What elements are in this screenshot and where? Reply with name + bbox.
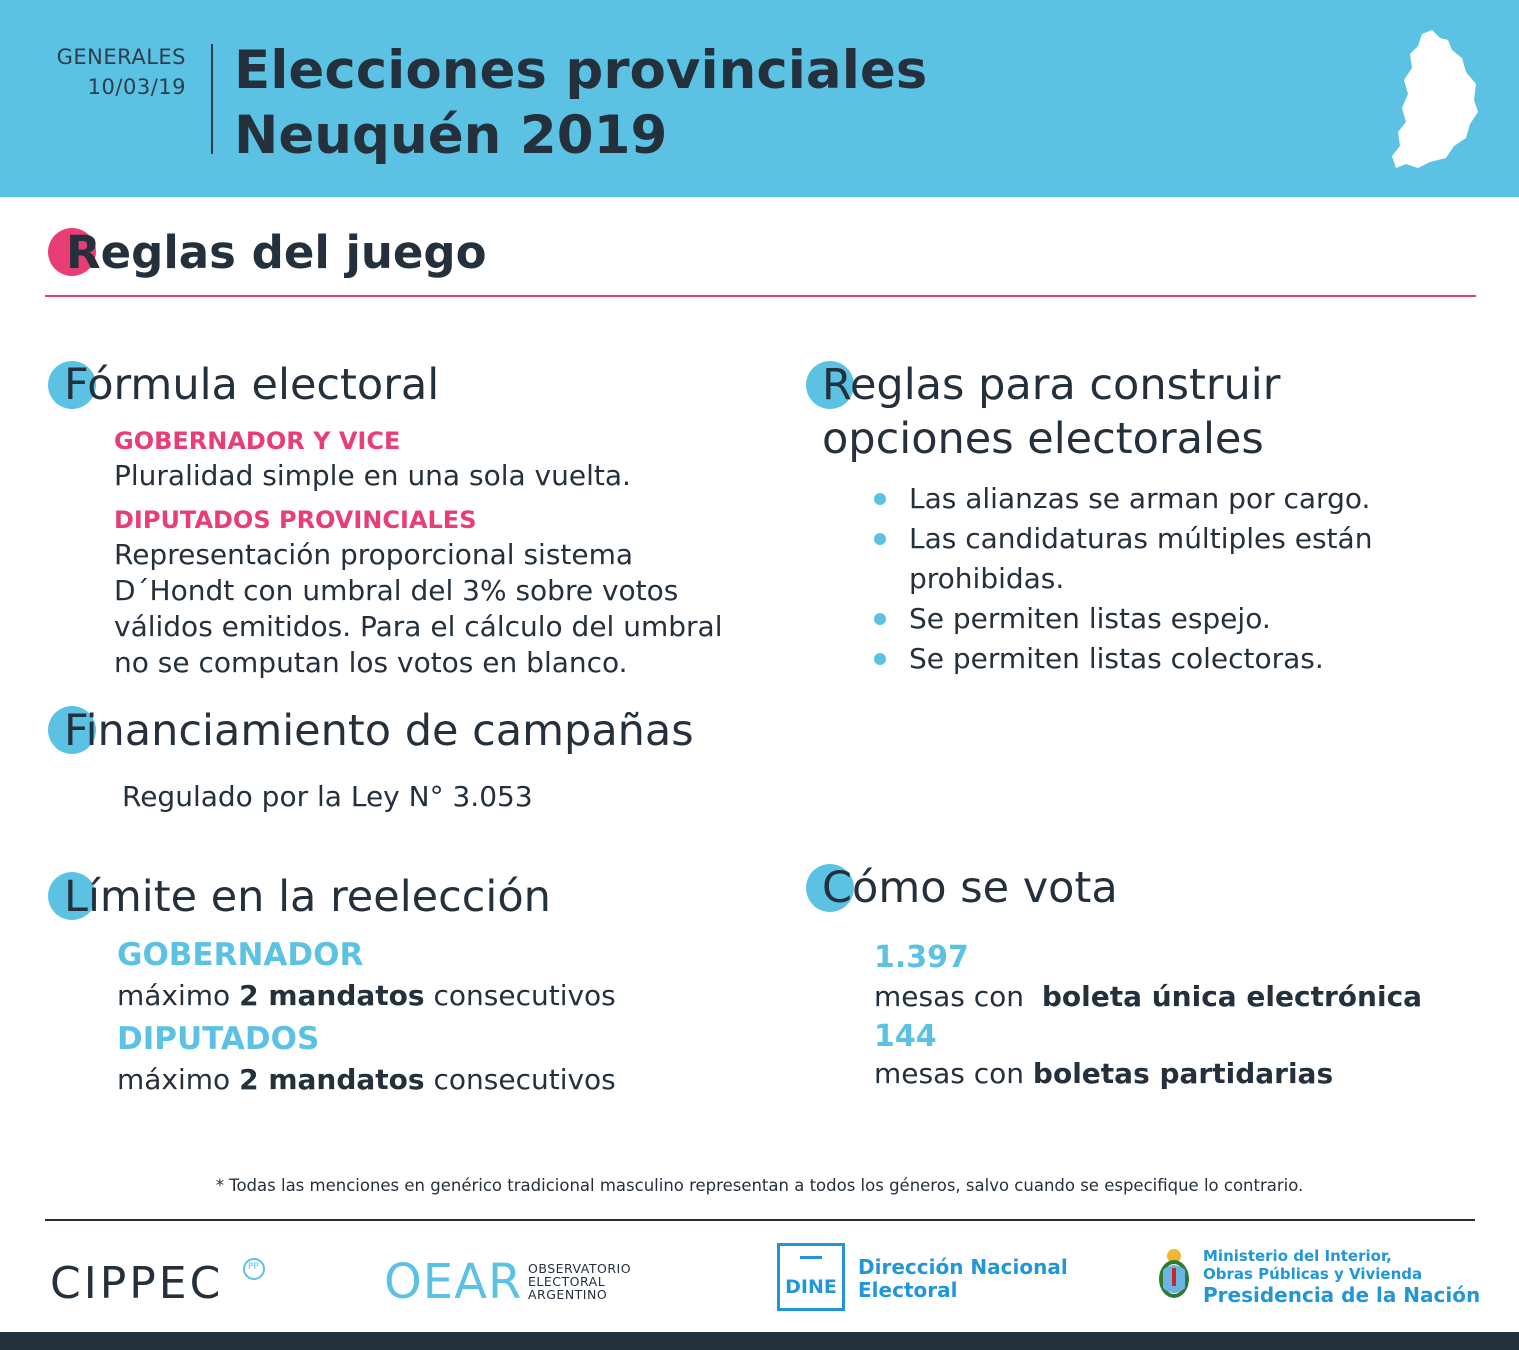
cippec-logo: CIPPEC (50, 1258, 224, 1309)
title-line-2: Neuquén 2019 (234, 105, 668, 166)
bullet-dot (874, 613, 886, 625)
ministry-name (1203, 1247, 1480, 1307)
voting-line-2 (874, 1056, 1333, 1092)
dine-name-line-1: Dirección Nacional (858, 1255, 1068, 1279)
reelection-gov-text (117, 978, 616, 1014)
voting-count-1: 1.397 (874, 940, 969, 975)
reelection-dip-label: DIPUTADOS (117, 1021, 320, 1057)
formula-gov-label: GOBERNADOR Y VICE (114, 427, 401, 455)
rules-list-item (873, 599, 1433, 639)
rules-list-item (873, 519, 1433, 599)
formula-dip-text (114, 537, 774, 681)
dine-name-line-2: Electoral (858, 1278, 958, 1302)
oear-sub-line-1: OBSERVATORIO (528, 1261, 632, 1276)
election-meta (57, 42, 186, 102)
voting-prefix-1: mesas con (874, 980, 1025, 1013)
oear-logo: OEAR (384, 1254, 523, 1310)
oear-sub-line-3: ARGENTINO (528, 1287, 608, 1302)
ministry-line-2: Obras Públicas y Vivienda (1203, 1265, 1423, 1283)
voting-prefix-2: mesas con (874, 1057, 1025, 1090)
rules-list-item (873, 639, 1433, 679)
formula-heading: Fórmula electoral (64, 360, 440, 410)
rules-list-item (873, 479, 1433, 519)
page-title (234, 38, 927, 168)
reelection-gov-prefix: máximo (117, 979, 231, 1012)
cippec-mark-text: PP (248, 1262, 259, 1272)
rules-heading (822, 358, 1280, 466)
bullet-dot (874, 533, 886, 545)
footer-divider (45, 1219, 1475, 1221)
oear-sub-line-2: ELECTORAL (528, 1274, 606, 1289)
formula-dip-line-3: válidos emitidos. Para el cálculo del umbral (114, 610, 723, 643)
voting-heading: Cómo se vota (822, 863, 1118, 913)
rules-item-text: Se permiten listas colectoras. (909, 642, 1324, 675)
reelection-dip-prefix: máximo (117, 1063, 231, 1096)
formula-dip-line-4: no se computan los votos en blanco. (114, 646, 628, 679)
reelection-dip-bold: 2 mandatos (239, 1063, 425, 1096)
rules-heading-line-2: opciones electorales (822, 414, 1264, 464)
rules-list (873, 479, 1433, 679)
rules-item-text: Se permiten listas espejo. (909, 602, 1271, 635)
voting-count-2: 144 (874, 1019, 937, 1054)
dine-text: DINE (785, 1276, 837, 1298)
dine-logo (777, 1243, 845, 1311)
bullet-dot (874, 493, 886, 505)
rules-item-text: Las candidaturas múltiples están prohibidas. (909, 522, 1373, 595)
section-divider (45, 295, 1476, 297)
reelection-dip-text (117, 1062, 616, 1098)
header-banner (0, 0, 1519, 197)
rules-item-text: Las alianzas se arman por cargo. (909, 482, 1371, 515)
reelection-gov-bold: 2 mandatos (239, 979, 425, 1012)
reelection-gov-label: GOBERNADOR (117, 937, 364, 973)
rules-heading-line-1: Reglas para construir (822, 360, 1281, 410)
neuquen-map-icon (1388, 28, 1478, 170)
footnote: * Todas las menciones en genérico tradicional masculino representan a todos los géneros, salvo cuando se especifique lo contrario. (215, 1176, 1304, 1195)
dine-bar (800, 1256, 822, 1259)
ministry-line-1: Ministerio del Interior, (1203, 1247, 1392, 1265)
reelection-heading: Límite en la reelección (64, 872, 551, 922)
formula-gov-text: Pluralidad simple en una sola vuelta. (114, 459, 631, 492)
header-divider (211, 44, 213, 154)
election-date: 10/03/19 (87, 75, 186, 99)
bottom-bar (0, 1332, 1519, 1350)
election-type: GENERALES (56, 45, 186, 69)
formula-dip-label: DIPUTADOS PROVINCIALES (114, 506, 477, 534)
reelection-gov-suffix: consecutivos (433, 979, 616, 1012)
ministry-line-3: Presidencia de la Nación (1203, 1283, 1481, 1307)
financing-heading: Financiamiento de campañas (64, 706, 694, 756)
oear-subtitle (528, 1262, 631, 1301)
formula-dip-line-1: Representación proporcional sistema (114, 538, 634, 571)
bullet-dot (874, 653, 886, 665)
argentina-coat-of-arms-icon (1154, 1246, 1194, 1304)
voting-line-1 (874, 979, 1422, 1015)
section-title: Reglas del juego (66, 226, 487, 279)
voting-bold-2: boletas partidarias (1032, 1057, 1334, 1090)
reelection-dip-suffix: consecutivos (433, 1063, 616, 1096)
voting-bold-1: boleta única electrónica (1041, 980, 1423, 1013)
formula-dip-line-2: D´Hondt con umbral del 3% sobre votos (114, 574, 679, 607)
dine-name (858, 1256, 1068, 1302)
title-line-1: Elecciones provinciales (234, 40, 928, 101)
cippec-mark (243, 1258, 265, 1280)
financing-text: Regulado por la Ley N° 3.053 (122, 780, 533, 813)
